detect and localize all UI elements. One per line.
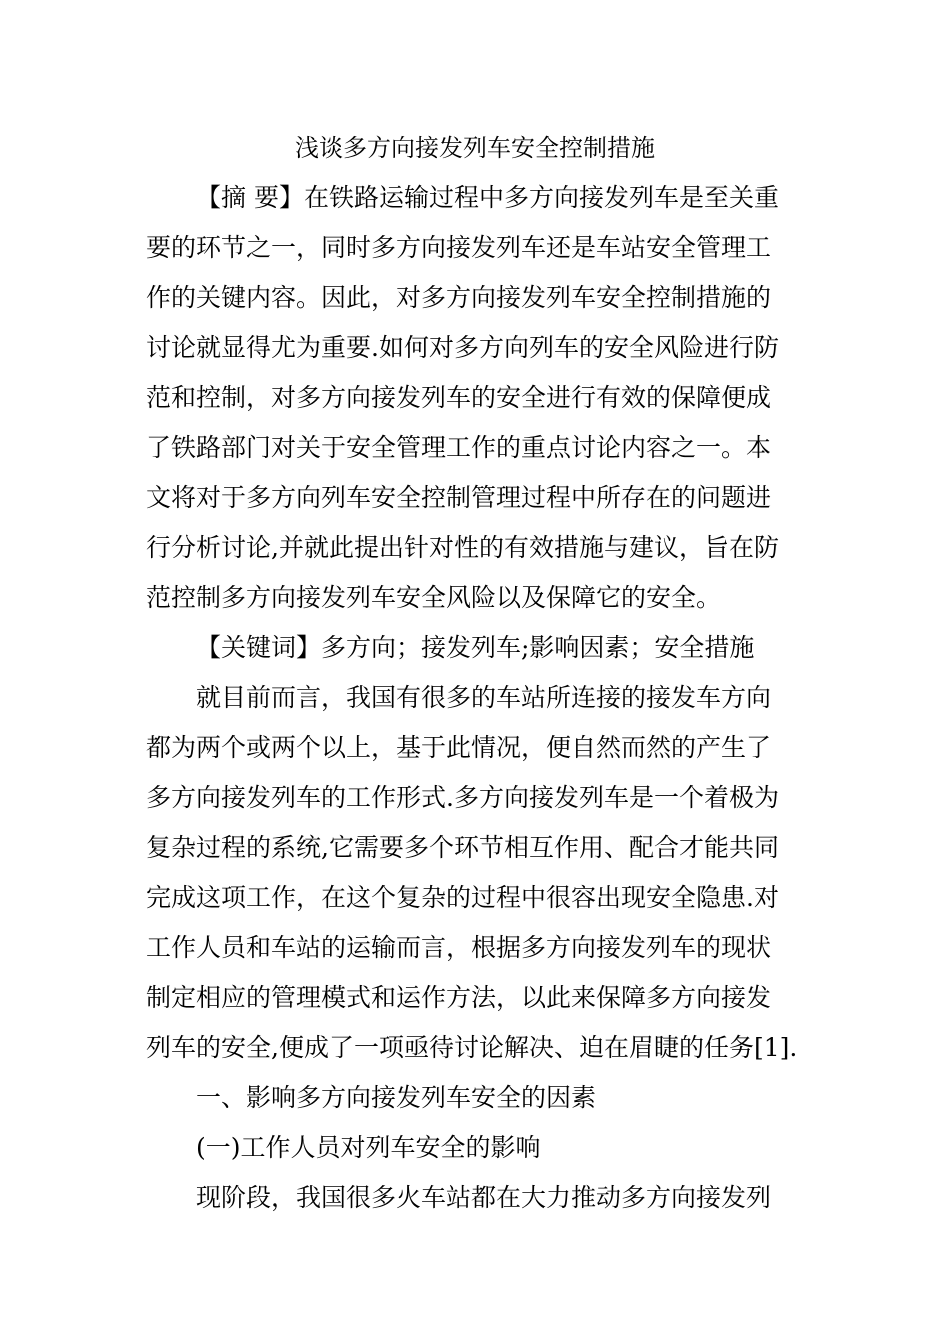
body-line: 都为两个或两个以上，基于此情况，便自然而然的产生了	[146, 733, 772, 762]
body-line: 列车的安全,便成了一项亟待讨论解决、迫在眉睫的任务[1].	[146, 1033, 798, 1062]
body-line: 就目前而言，我国有很多的车站所连接的接发车方向	[196, 683, 772, 712]
abstract-line: 了铁路部门对关于安全管理工作的重点讨论内容之一。本	[146, 433, 772, 462]
abstract-line: 行分析讨论,并就此提出针对性的有效措施与建议，旨在防	[146, 533, 779, 562]
body-line: 工作人员和车站的运输而言，根据多方向接发列车的现状	[146, 933, 772, 962]
keywords-line: 【关键词】多方向；接发列车;影响因素；安全措施	[196, 633, 755, 662]
body-line: 制定相应的管理模式和运作方法，以此来保障多方向接发	[146, 983, 772, 1012]
body-line: 多方向接发列车的工作形式.多方向接发列车是一个着极为	[146, 783, 779, 812]
abstract-line: 讨论就显得尤为重要.如何对多方向列车的安全风险进行防	[146, 333, 779, 362]
body-line: 完成这项工作，在这个复杂的过程中很容出现安全隐患.对	[146, 883, 779, 912]
abstract-line: 【摘 要】在铁路运输过程中多方向接发列车是至关重	[196, 183, 779, 212]
subsection-heading: (一)工作人员对列车安全的影响	[196, 1133, 541, 1162]
abstract-line: 作的关键内容。因此，对多方向接发列车安全控制措施的	[146, 283, 772, 312]
section-heading: 一、影响多方向接发列车安全的因素	[196, 1083, 597, 1112]
abstract-line: 文将对于多方向列车安全控制管理过程中所存在的问题进	[146, 483, 772, 512]
document-title: 浅谈多方向接发列车安全控制措施	[295, 134, 655, 162]
body-line: 复杂过程的系统,它需要多个环节相互作用、配合才能共同	[146, 833, 779, 862]
abstract-line: 范和控制，对多方向接发列车的安全进行有效的保障便成	[146, 383, 772, 412]
body-line: 现阶段，我国很多火车站都在大力推动多方向接发列	[196, 1183, 772, 1212]
abstract-line: 范控制多方向接发列车安全风险以及保障它的安全。	[146, 583, 722, 612]
abstract-line: 要的环节之一，同时多方向接发列车还是车站安全管理工	[146, 233, 772, 262]
